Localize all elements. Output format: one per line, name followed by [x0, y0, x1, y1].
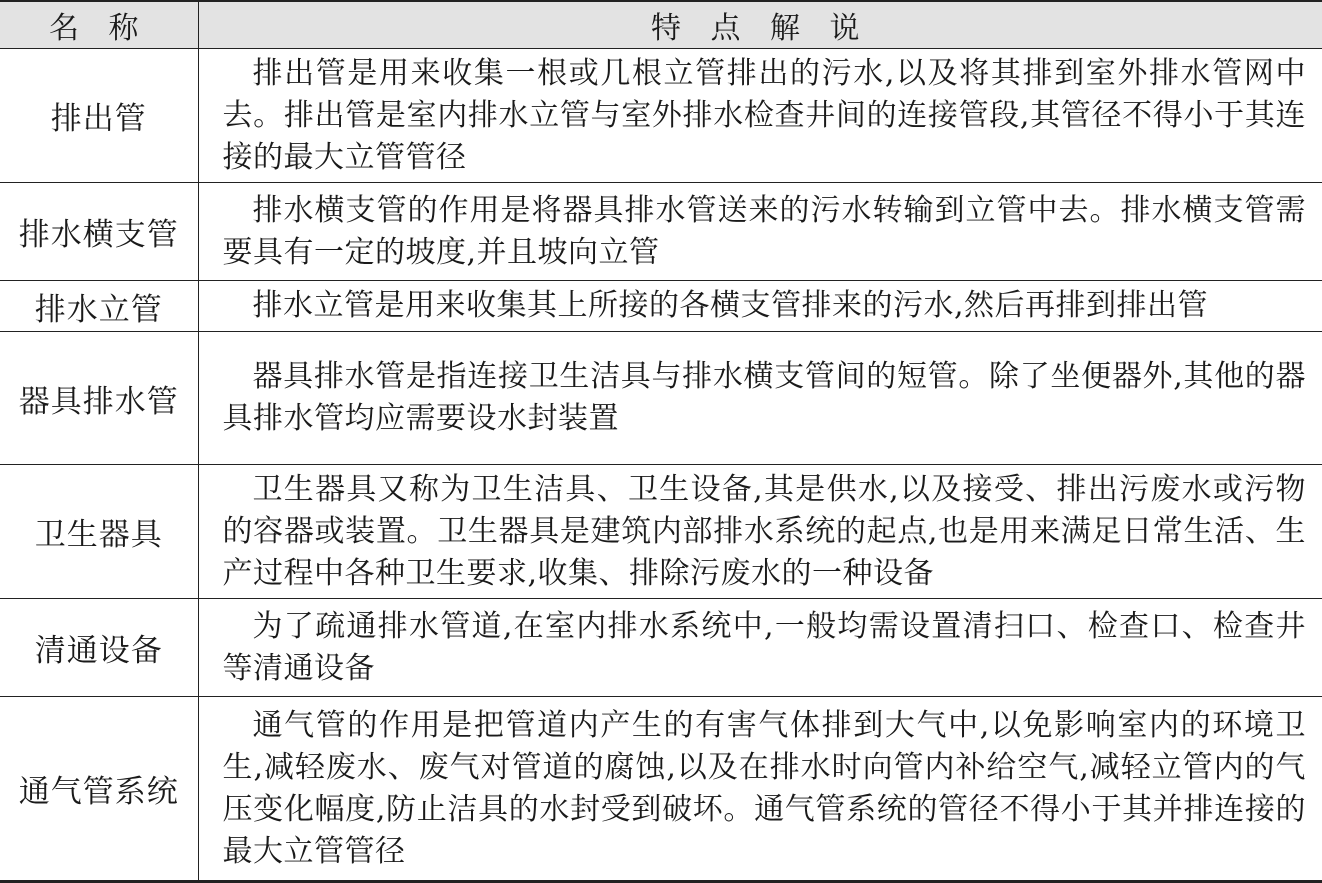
- table-row: [0, 599, 1322, 697]
- header-name: 名 称: [0, 2, 198, 49]
- row-name: 通气管系统: [0, 697, 198, 881]
- row-name: 卫生器具: [0, 465, 198, 599]
- row-description: 为了疏通排水管道,在室内排水系统中,一般均需设置清扫口、检查口、检查井等清通设备: [198, 599, 1322, 697]
- table-row: [0, 332, 1322, 465]
- row-description: 卫生器具又称为卫生洁具、卫生设备,其是供水,以及接受、排出污废水或污物的容器或装置。卫生器具是建筑内部排水系统的起点,也是用来满足日常生活、生产过程中各种卫生要求,收集、排除污废水的一种设备: [198, 465, 1322, 599]
- table-row: [0, 49, 1322, 183]
- row-description: 排出管是用来收集一根或几根立管排出的污水,以及将其排到室外排水管网中去。排出管是室内排水立管与室外排水检查井间的连接管段,其管径不得小于其连接的最大立管管径: [198, 49, 1322, 183]
- row-name: 排水横支管: [0, 183, 198, 281]
- row-description: 排水横支管的作用是将器具排水管送来的污水转输到立管中去。排水横支管需要具有一定的坡度,并且坡向立管: [198, 183, 1322, 281]
- header-description: 特 点 解 说: [198, 2, 1322, 49]
- table-header-row: [0, 2, 1322, 49]
- table-row: [0, 697, 1322, 881]
- row-name: 器具排水管: [0, 332, 198, 465]
- drainage-components-table: [0, 2, 1322, 880]
- row-description: 通气管的作用是把管道内产生的有害气体排到大气中,以免影响室内的环境卫生,减轻废水、废气对管道的腐蚀,以及在排水时向管内补给空气,减轻立管内的气压变化幅度,防止洁具的水封受到破坏。通气管系统的管径不得小于其并排连接的最大立管管径: [198, 697, 1322, 881]
- row-name: 排水立管: [0, 281, 198, 332]
- row-description: 排水立管是用来收集其上所接的各横支管排来的污水,然后再排到排出管: [198, 281, 1322, 332]
- table-row: [0, 183, 1322, 281]
- row-name: 清通设备: [0, 599, 198, 697]
- row-name: 排出管: [0, 49, 198, 183]
- table-row: [0, 281, 1322, 332]
- table-row: [0, 465, 1322, 599]
- row-description: 器具排水管是指连接卫生洁具与排水横支管间的短管。除了坐便器外,其他的器具排水管均应需要设水封装置: [198, 332, 1322, 465]
